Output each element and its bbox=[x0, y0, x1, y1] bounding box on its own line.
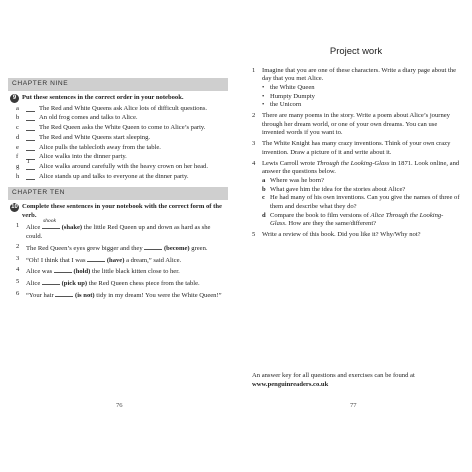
item-letter: f bbox=[16, 153, 19, 161]
project-item bbox=[252, 67, 460, 111]
list-item bbox=[10, 144, 226, 153]
item-text: The Red and White Queens start sleeping. bbox=[39, 133, 151, 141]
sub-text: Where was he born? bbox=[270, 176, 325, 184]
text-part: Compare the book to film versions of bbox=[270, 211, 371, 219]
sentence-before: Alice bbox=[26, 224, 41, 232]
answer-blank[interactable] bbox=[26, 134, 35, 141]
item-number: 5 bbox=[16, 277, 20, 285]
exercise-instruction: Complete these sentences in your notebook with the correct form of the verb. bbox=[22, 203, 222, 219]
sub-letter: c bbox=[262, 194, 265, 202]
item-letter: e bbox=[16, 143, 19, 151]
item-text: The Red Queen asks the White Queen to come to Alice’s party. bbox=[39, 124, 206, 132]
item-text bbox=[26, 255, 226, 266]
list-item bbox=[10, 114, 226, 123]
item-text: Alice walks around carefully with the heavy crown on her head. bbox=[39, 162, 208, 170]
item-text bbox=[26, 266, 226, 277]
answer-blank[interactable] bbox=[26, 124, 35, 131]
item-text: Alice walks into the dinner party. bbox=[39, 153, 127, 161]
chapter-heading: CHAPTER NINE bbox=[8, 78, 228, 91]
item-letter: h bbox=[16, 172, 20, 180]
answer-blank[interactable] bbox=[55, 290, 73, 297]
sentence-after: green. bbox=[189, 244, 208, 252]
item-letter: a bbox=[16, 104, 19, 112]
text-part: . How are they the same/different? bbox=[285, 220, 377, 228]
film-title: Alice Through the Looking-Glass bbox=[270, 211, 444, 228]
verb-prompt: (is not) bbox=[75, 291, 95, 299]
page-number: 76 bbox=[116, 402, 123, 409]
item-text: The White Knight has many crazy inventions. Think of your own crazy invention. Draw a picture of it and write about it. bbox=[262, 140, 451, 156]
list-item bbox=[10, 134, 226, 143]
list-item bbox=[10, 255, 226, 266]
item-number: 1 bbox=[252, 66, 256, 74]
sub-letter: d bbox=[262, 211, 266, 219]
fill-blank-list bbox=[10, 218, 226, 300]
bullet-text: the White Queen bbox=[270, 83, 315, 91]
list-item bbox=[10, 243, 226, 254]
bullet-icon: • bbox=[262, 83, 265, 91]
bullet-text: Humpty Dumpty bbox=[270, 92, 315, 100]
sub-text bbox=[270, 212, 460, 229]
item-text: Write a review of this book. Did you like it? Why/Why not? bbox=[262, 231, 421, 239]
sub-letter: b bbox=[262, 185, 266, 193]
exercise-instruction: Put these sentences in the correct order in your notebook. bbox=[22, 93, 184, 101]
item-text: Imagine that you are one of these characters. Write a diary page about the day that you met Alice. bbox=[262, 66, 457, 83]
sentence-before: “Your hair bbox=[26, 291, 54, 299]
answer-blank[interactable] bbox=[54, 266, 72, 273]
answer-value: shook bbox=[42, 218, 56, 225]
sub-question bbox=[262, 177, 460, 186]
item-text: There are many poems in the story. Write a poem about Alice’s journey through her dream world, or one of your own dreams. You can use invented words if you want to. bbox=[262, 112, 450, 137]
sentence-after: tidy in my dream! You were the White Queen!” bbox=[94, 291, 222, 299]
list-item bbox=[10, 158, 226, 172]
item-text: The Red and White Queens ask Alice lots of difficult questions. bbox=[39, 104, 208, 112]
item-text: Alice pulls the tablecloth away from the table. bbox=[39, 143, 161, 151]
item-letter: c bbox=[16, 124, 19, 132]
list-item bbox=[10, 278, 226, 289]
item-body bbox=[262, 112, 460, 138]
bullet-item bbox=[262, 84, 460, 93]
project-item bbox=[252, 140, 460, 157]
answer-blank[interactable] bbox=[26, 105, 35, 112]
footnote-text: An answer key for all questions and exercises can be found at bbox=[252, 372, 415, 379]
verb-prompt: (become) bbox=[163, 244, 190, 252]
bullet-text: the Unicorn bbox=[270, 101, 302, 109]
item-text bbox=[26, 243, 226, 254]
sentence-after: a dream,” said Alice. bbox=[124, 256, 182, 264]
list-item bbox=[10, 153, 226, 162]
project-item bbox=[252, 160, 460, 230]
item-text bbox=[26, 290, 226, 301]
item-number: 3 bbox=[16, 254, 20, 262]
item-number: 2 bbox=[252, 112, 256, 120]
project-list bbox=[252, 67, 460, 240]
answer-blank[interactable] bbox=[26, 114, 35, 121]
page-title: Project work bbox=[329, 46, 383, 57]
sentence-before: Alice was bbox=[26, 268, 53, 276]
answer-blank[interactable] bbox=[42, 218, 60, 229]
item-body bbox=[262, 231, 460, 240]
item-number: 6 bbox=[16, 289, 20, 297]
list-item bbox=[10, 124, 226, 133]
item-text bbox=[262, 160, 460, 177]
page-number: 77 bbox=[350, 402, 357, 409]
answer-blank[interactable] bbox=[26, 144, 35, 151]
verb-prompt: (hold) bbox=[73, 268, 91, 276]
sentence-before: The Red Queen’s eyes grew bigger and they bbox=[26, 244, 143, 252]
verb-prompt: (shake) bbox=[61, 224, 83, 232]
item-letter: g bbox=[16, 162, 20, 170]
exercise-number-badge: 9 bbox=[10, 94, 19, 103]
list-item bbox=[10, 266, 226, 277]
sub-question bbox=[262, 194, 460, 211]
list-item bbox=[10, 173, 226, 182]
book-title: Through the Looking-Glass bbox=[316, 159, 390, 167]
item-letter: d bbox=[16, 133, 20, 141]
sentence-after: the little black kitten close to her. bbox=[90, 268, 180, 276]
answer-blank[interactable] bbox=[26, 173, 35, 180]
list-item bbox=[10, 290, 226, 301]
item-number: 5 bbox=[252, 231, 256, 239]
sentence-after: the Red Queen chess piece from the table. bbox=[87, 279, 200, 287]
sentence-after: the little Red Queen up and down as hard as she could. bbox=[26, 224, 211, 241]
item-number: 4 bbox=[252, 159, 256, 167]
sub-question bbox=[262, 212, 460, 229]
item-body bbox=[262, 160, 460, 230]
verb-prompt: (pick up) bbox=[61, 279, 88, 287]
item-body bbox=[262, 140, 460, 157]
footnote-link[interactable]: www.penguinreaders.co.uk bbox=[252, 380, 329, 388]
bullet-item bbox=[262, 101, 460, 110]
answer-blank[interactable] bbox=[42, 278, 60, 285]
text-part: Lewis Carroll wrote bbox=[262, 159, 317, 167]
exercise-number-badge: 10 bbox=[11, 204, 18, 211]
list-item bbox=[10, 218, 226, 241]
item-number: 3 bbox=[252, 140, 256, 148]
list-item bbox=[10, 105, 226, 114]
item-text: Alice stands up and talks to everyone at the dinner party. bbox=[39, 172, 189, 180]
text-part: in 1871. Look online, and answer the questions below. bbox=[262, 159, 460, 176]
item-number: 4 bbox=[16, 266, 20, 274]
sub-question bbox=[262, 186, 460, 195]
project-item bbox=[252, 231, 460, 240]
answer-blank[interactable] bbox=[144, 243, 162, 250]
footnote bbox=[252, 372, 462, 389]
ordering-list bbox=[10, 105, 226, 182]
sub-letter: a bbox=[262, 176, 266, 184]
item-text bbox=[26, 278, 226, 289]
item-letter: b bbox=[16, 114, 20, 122]
sentence-before: Alice bbox=[26, 279, 41, 287]
answer-blank[interactable] bbox=[87, 255, 105, 262]
item-number: 1 bbox=[16, 222, 20, 230]
verb-prompt: (have) bbox=[106, 256, 125, 264]
item-text: An old frog comes and talks to Alice. bbox=[39, 114, 138, 122]
answer-blank[interactable] bbox=[26, 158, 35, 170]
sub-text: What gave him the idea for the stories about Alice? bbox=[270, 185, 406, 193]
chapter-heading: CHAPTER TEN bbox=[8, 187, 228, 200]
bullet-icon: • bbox=[262, 92, 265, 100]
project-item bbox=[252, 112, 460, 138]
bullet-item bbox=[262, 93, 460, 102]
sentence-before: “Oh! I think that I was bbox=[26, 256, 86, 264]
item-body bbox=[262, 67, 460, 111]
item-number: 2 bbox=[16, 242, 20, 250]
bullet-icon: • bbox=[262, 101, 265, 109]
exercise-heading bbox=[10, 94, 226, 103]
answer-value: 1 bbox=[27, 158, 30, 165]
item-text bbox=[26, 218, 226, 241]
right-page bbox=[236, 0, 472, 472]
sub-text: He had many of his own inventions. Can you give the names of three of them and describe what they do? bbox=[270, 194, 460, 211]
